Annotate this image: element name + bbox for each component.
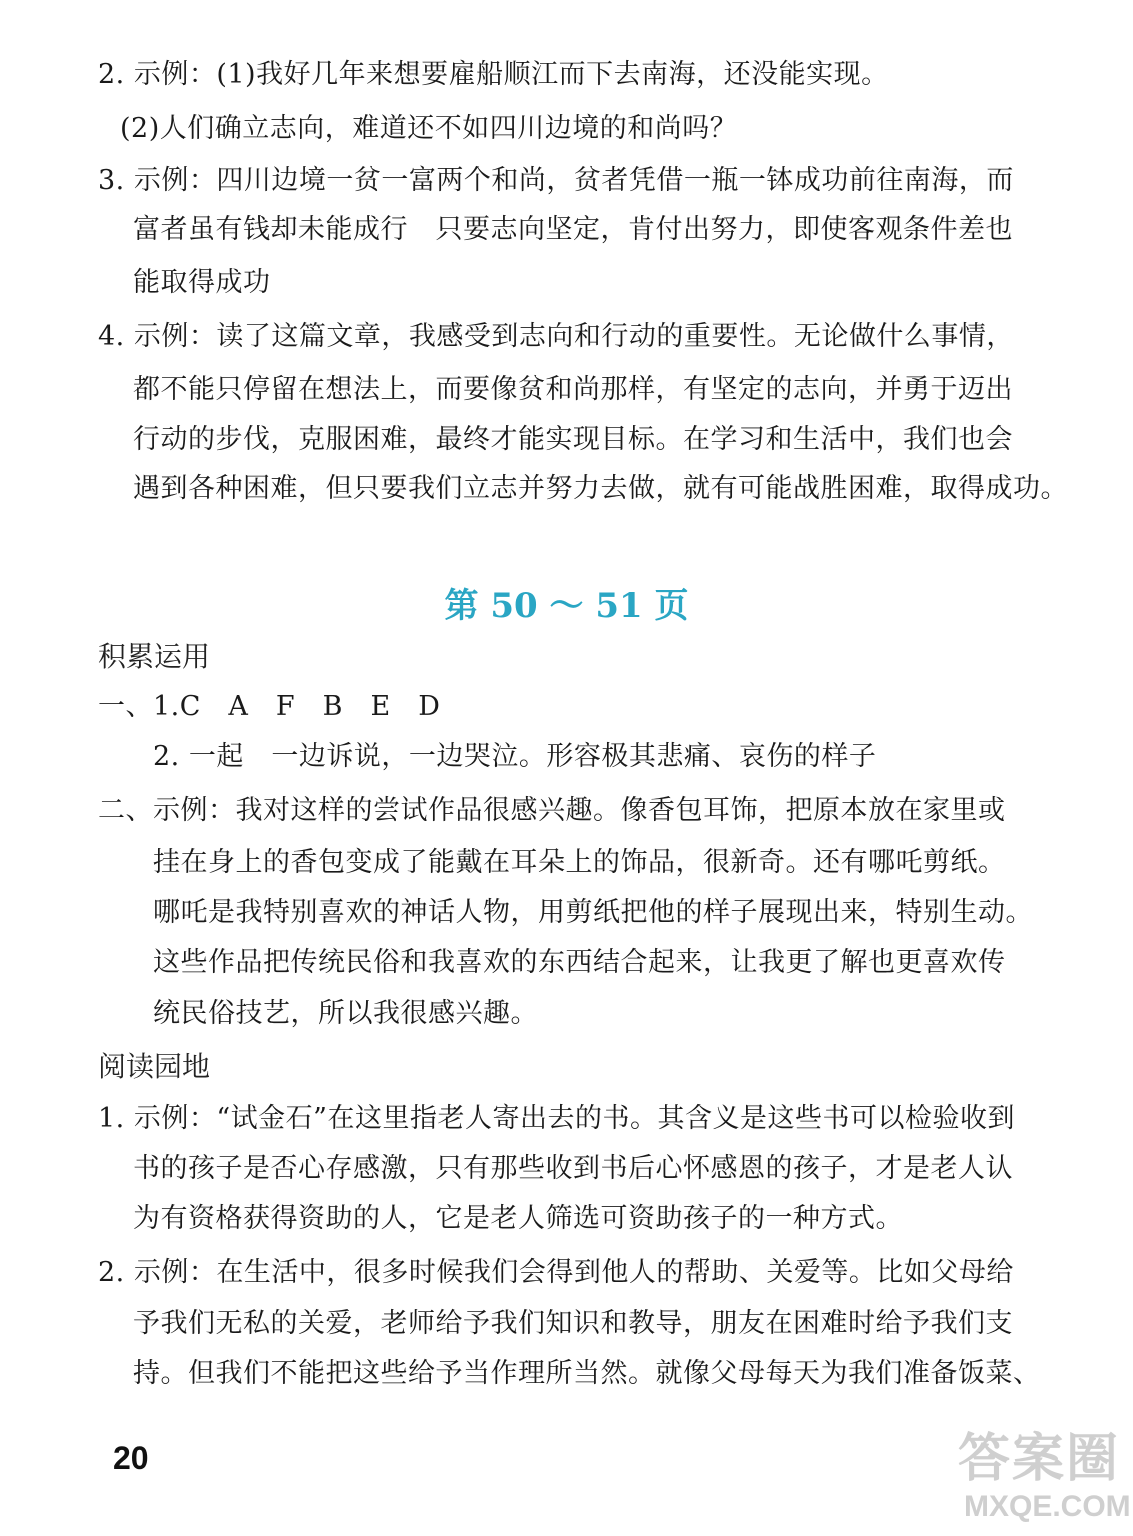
- answer-line: 4. 示例：读了这篇文章，我感受到志向和行动的重要性。无论做什么事情，: [98, 321, 1014, 352]
- answer-line: 书的孩子是否心存感激，只有那些收到书后心怀感恩的孩子，才是老人认: [133, 1153, 1013, 1184]
- answer-line: (2)人们确立志向，难道还不如四川边境的和尚吗？: [120, 113, 738, 144]
- answer-line: 能取得成功: [133, 267, 271, 298]
- answer-line: 3. 示例：四川边境一贫一富两个和尚，贫者凭借一瓶一钵成功前往南海，而: [98, 165, 1014, 196]
- watermark-text: 答案圈: [958, 1429, 1121, 1489]
- page-number: 20: [113, 1440, 149, 1476]
- section-title-reading: 阅读园地: [98, 1050, 211, 1083]
- answer-line: 哪吒是我特别喜欢的神话人物，用剪纸把他的样子展现出来，特别生动。: [153, 897, 1033, 928]
- answer-line: 挂在身上的香包变成了能戴在耳朵上的饰品，很新奇。还有哪吒剪纸。: [153, 847, 1006, 878]
- answer-line: 为有资格获得资助的人，它是老人筛选可资助孩子的一种方式。: [133, 1203, 903, 1234]
- answer-line: 行动的步伐，克服困难，最终才能实现目标。在学习和生活中，我们也会: [133, 424, 1013, 455]
- section-title-accumulation: 积累运用: [98, 640, 211, 673]
- answer-line: 1. 示例：“试金石”在这里指老人寄出去的书。其含义是这些书可以检验收到: [98, 1103, 1015, 1134]
- answer-line: 持。但我们不能把这些给予当作理所当然。就像父母每天为我们准备饭菜、: [133, 1358, 1041, 1389]
- answer-line: 2. 示例：(1)我好几年来想要雇船顺江而下去南海，还没能实现。: [98, 59, 889, 90]
- answer-line: 富者虽有钱却未能成行 只要志向坚定，肯付出努力，即使客观条件差也: [133, 214, 1013, 245]
- answer-line: 都不能只停留在想法上，而要像贫和尚那样，有坚定的志向，并勇于迈出: [133, 374, 1013, 405]
- answer-line: 统民俗技艺，所以我很感兴趣。: [153, 998, 538, 1029]
- watermark-logo: [958, 1416, 1130, 1534]
- page-range-heading: 第 50 ～ 51 页: [444, 586, 689, 626]
- answer-line: 这些作品把传统民俗和我喜欢的东西结合起来，让我更了解也更喜欢传: [153, 947, 1006, 978]
- answer-line: 2. 一起 一边诉说，一边哭泣。形容极其悲痛、哀伤的样子: [153, 741, 877, 772]
- answer-line: 二、示例：我对这样的尝试作品很感兴趣。像香包耳饰，把原本放在家里或: [98, 795, 1006, 826]
- answer-line: 遇到各种困难，但只要我们立志并努力去做，就有可能战胜困难，取得成功。: [133, 473, 1068, 504]
- answer-line: 2. 示例：在生活中，很多时候我们会得到他人的帮助、关爱等。比如父母给: [98, 1257, 1014, 1288]
- answer-line: 予我们无私的关爱，老师给予我们知识和教导，朋友在困难时给予我们支: [133, 1308, 1013, 1339]
- answer-line: 一、1.C A F B E D: [98, 691, 441, 722]
- watermark-url: MXQE.COM: [964, 1490, 1131, 1523]
